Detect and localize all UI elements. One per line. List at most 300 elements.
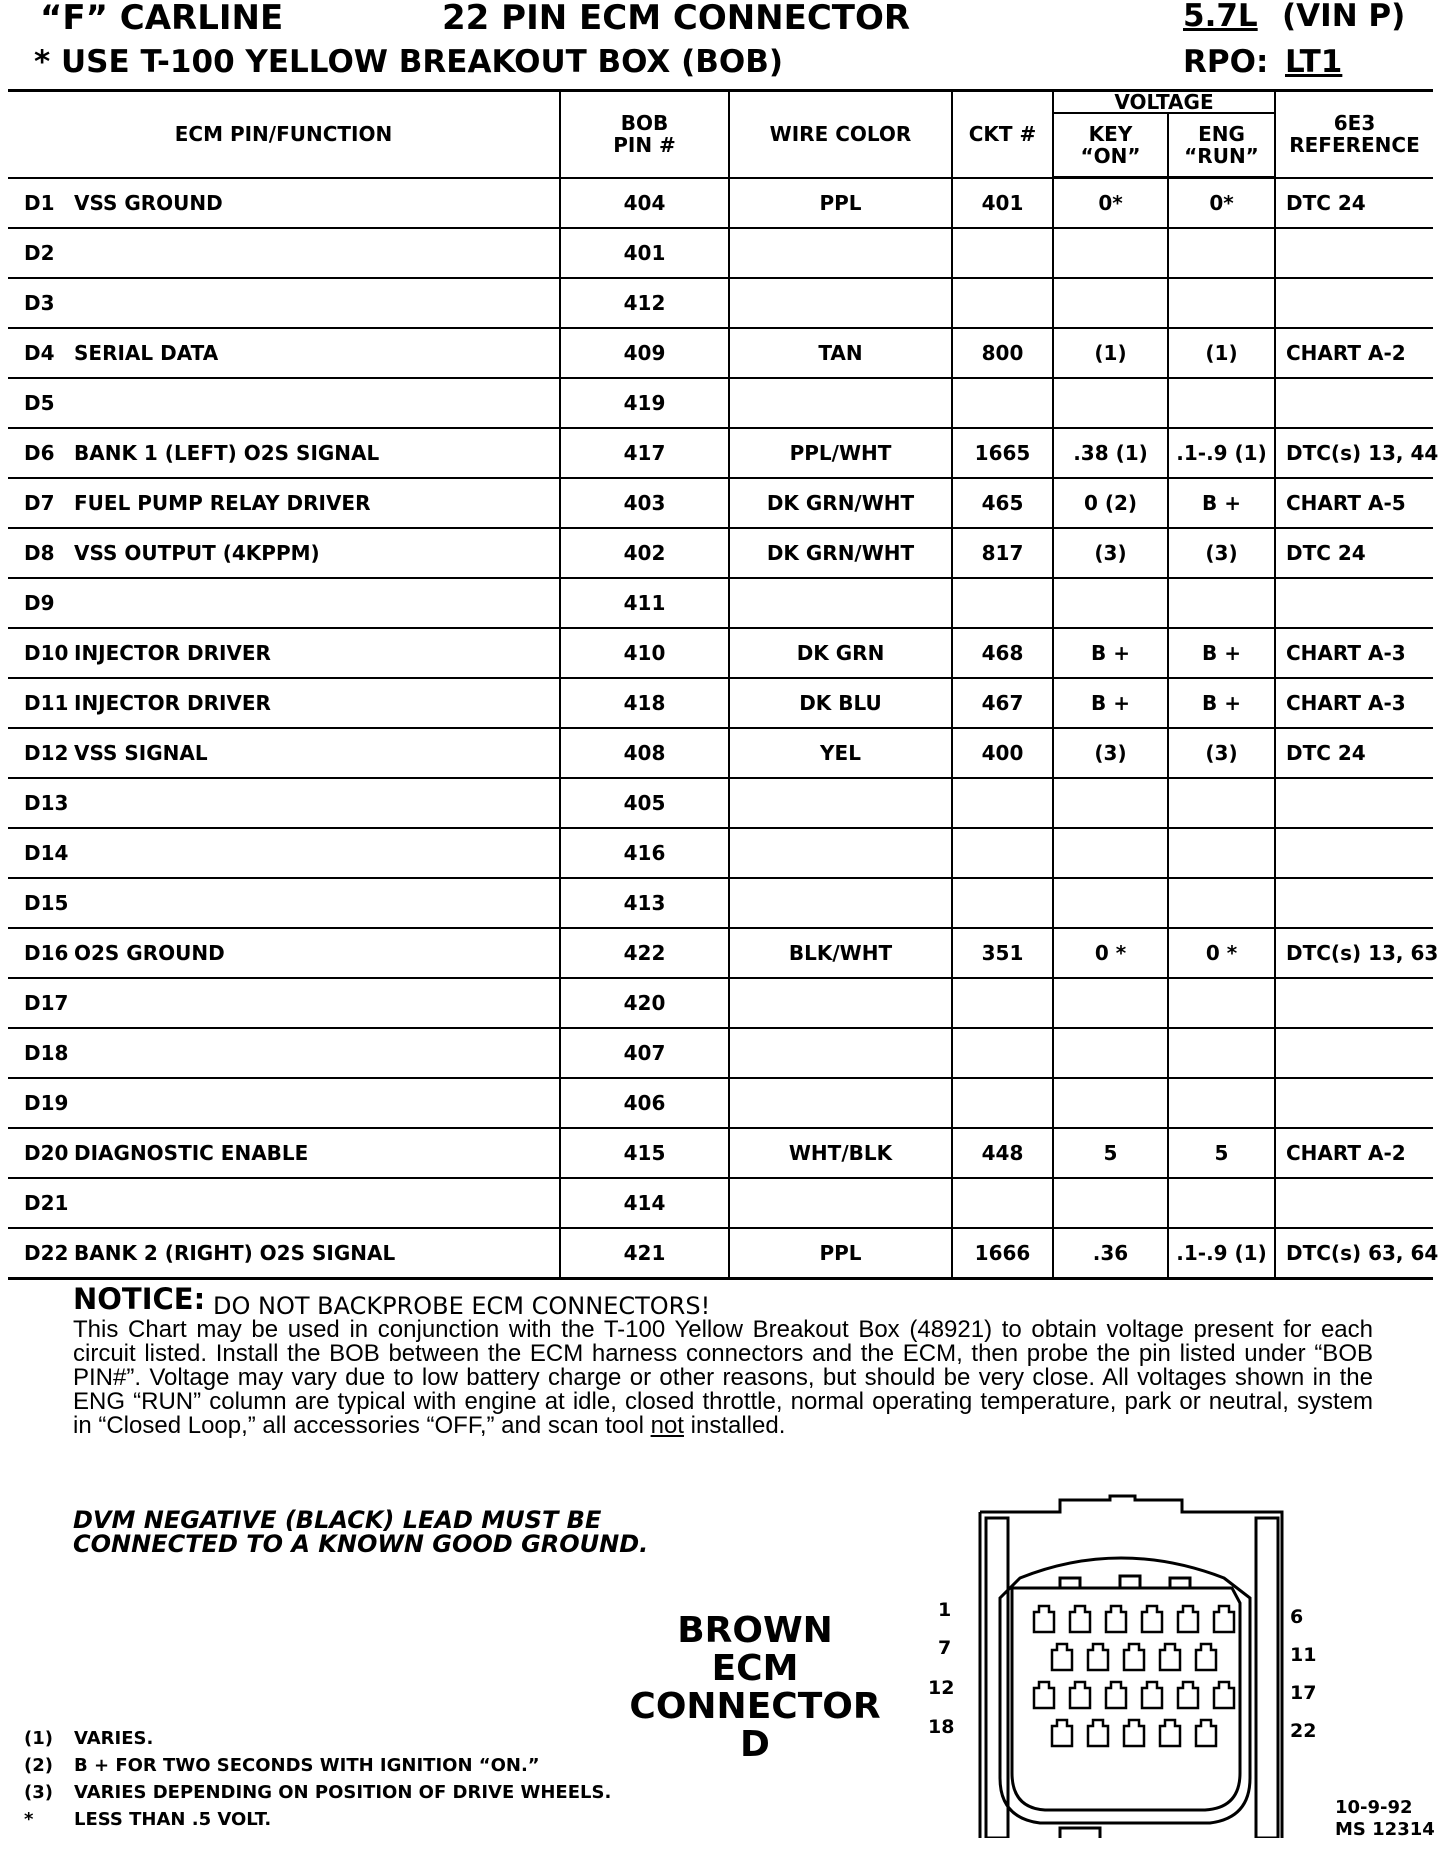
voltage-key-on bbox=[1053, 828, 1168, 878]
table-row bbox=[8, 778, 1433, 828]
table-row bbox=[8, 328, 1433, 378]
bob-pin: 412 bbox=[560, 278, 729, 328]
reference: DTC 24 bbox=[1275, 178, 1433, 229]
pin-function-cell bbox=[8, 728, 560, 778]
footnote-text: VARIES DEPENDING ON POSITION OF DRIVE WHEELS. bbox=[74, 1782, 612, 1803]
voltage-key-on: 0 * bbox=[1053, 928, 1168, 978]
pin-id: D10 bbox=[24, 641, 69, 665]
table-row bbox=[8, 678, 1433, 728]
bob-note: * USE T-100 YELLOW BREAKOUT BOX (BOB) bbox=[34, 44, 784, 80]
doc-code: MS 12314 bbox=[1335, 1819, 1435, 1840]
pin-id: D22 bbox=[24, 1241, 69, 1265]
connector-pin-9 bbox=[1124, 1644, 1144, 1670]
reference: DTC(s) 63, 64 bbox=[1275, 1228, 1433, 1279]
connector-pin-14 bbox=[1106, 1682, 1126, 1708]
pin-id: D21 bbox=[24, 1191, 69, 1215]
footnote bbox=[24, 1728, 611, 1755]
reference bbox=[1275, 228, 1433, 278]
voltage-eng-run bbox=[1168, 378, 1275, 428]
carline-title: “F” CARLINE bbox=[40, 0, 284, 38]
connector-pin-1 bbox=[1034, 1606, 1054, 1632]
pin-id: D14 bbox=[24, 841, 69, 865]
ref-header-line2: REFERENCE bbox=[1289, 133, 1420, 158]
connector-key-2 bbox=[1120, 1576, 1140, 1588]
table-row bbox=[8, 228, 1433, 278]
pin-id: D1 bbox=[24, 190, 55, 215]
bob-pin: 408 bbox=[560, 728, 729, 778]
pin-function-cell bbox=[8, 778, 560, 828]
bob-pin: 409 bbox=[560, 328, 729, 378]
wire-color bbox=[729, 1178, 952, 1228]
table-row bbox=[8, 1228, 1433, 1279]
col-header-key-on bbox=[1053, 113, 1168, 178]
circuit-number: 1666 bbox=[952, 1228, 1053, 1279]
reference: DTC 24 bbox=[1275, 528, 1433, 578]
footnote-key: (1) bbox=[24, 1728, 53, 1749]
key-on-header-line2: “ON” bbox=[1080, 144, 1141, 168]
bob-pin: 419 bbox=[560, 378, 729, 428]
voltage-eng-run bbox=[1168, 978, 1275, 1028]
wire-color: PPL bbox=[729, 1228, 952, 1279]
reference: DTC 24 bbox=[1275, 728, 1433, 778]
reference bbox=[1275, 1078, 1433, 1128]
pin-id: D3 bbox=[24, 291, 55, 315]
bob-pin: 410 bbox=[560, 628, 729, 678]
circuit-number bbox=[952, 378, 1053, 428]
wire-color: DK GRN/WHT bbox=[729, 478, 952, 528]
connector-pin-15 bbox=[1142, 1682, 1162, 1708]
pin-function-cell bbox=[8, 528, 560, 578]
voltage-key-on bbox=[1053, 1028, 1168, 1078]
pin-function-cell bbox=[8, 678, 560, 728]
footnote-text: LESS THAN .5 VOLT. bbox=[74, 1809, 272, 1830]
pin-id: D9 bbox=[24, 591, 55, 615]
bob-pin: 407 bbox=[560, 1028, 729, 1078]
wire-color bbox=[729, 978, 952, 1028]
voltage-eng-run bbox=[1168, 778, 1275, 828]
reference: CHART A-5 bbox=[1275, 478, 1433, 528]
voltage-key-on bbox=[1053, 278, 1168, 328]
wire-color bbox=[729, 278, 952, 328]
bob-pin: 415 bbox=[560, 1128, 729, 1178]
voltage-eng-run bbox=[1168, 1178, 1275, 1228]
pin-function: VSS GROUND bbox=[74, 190, 223, 215]
voltage-key-on bbox=[1053, 778, 1168, 828]
bob-pin: 417 bbox=[560, 428, 729, 478]
reference bbox=[1275, 378, 1433, 428]
circuit-number bbox=[952, 278, 1053, 328]
dvm-note-line2: CONNECTED TO A KNOWN GOOD GROUND. bbox=[73, 1530, 649, 1558]
connector-right-rail bbox=[1256, 1518, 1278, 1838]
pin-label-12: 12 bbox=[928, 1677, 955, 1699]
bob-pin: 413 bbox=[560, 878, 729, 928]
pin-id: D20 bbox=[24, 1141, 69, 1165]
reference bbox=[1275, 1028, 1433, 1078]
eng-run-header-line1: ENG bbox=[1198, 122, 1245, 146]
circuit-number: 351 bbox=[952, 928, 1053, 978]
table-row bbox=[8, 578, 1433, 628]
wire-color: DK BLU bbox=[729, 678, 952, 728]
voltage-key-on bbox=[1053, 378, 1168, 428]
pin-function: VSS SIGNAL bbox=[74, 741, 208, 765]
voltage-key-on: .36 bbox=[1053, 1228, 1168, 1279]
reference bbox=[1275, 778, 1433, 828]
circuit-number bbox=[952, 1078, 1053, 1128]
bob-pin: 403 bbox=[560, 478, 729, 528]
bob-pin: 405 bbox=[560, 778, 729, 828]
wire-color bbox=[729, 228, 952, 278]
wire-color: PPL/WHT bbox=[729, 428, 952, 478]
pin-id: D2 bbox=[24, 241, 55, 265]
footnote-text: VARIES. bbox=[74, 1728, 154, 1749]
table-row bbox=[8, 1178, 1433, 1228]
circuit-number: 468 bbox=[952, 628, 1053, 678]
footnotes bbox=[24, 1728, 611, 1836]
voltage-eng-run: 0 * bbox=[1168, 928, 1275, 978]
connector-pin-17 bbox=[1214, 1682, 1234, 1708]
voltage-eng-run: (3) bbox=[1168, 728, 1275, 778]
connector-label-ecm: ECM bbox=[711, 1648, 799, 1689]
pin-function-cell bbox=[8, 1128, 560, 1178]
pin-id: D16 bbox=[24, 941, 69, 965]
wire-color: DK GRN/WHT bbox=[729, 528, 952, 578]
pin-id: D4 bbox=[24, 341, 55, 365]
notice-body-emphasis: not bbox=[650, 1412, 684, 1439]
pin-function-cell bbox=[8, 578, 560, 628]
pin-label-17: 17 bbox=[1290, 1682, 1317, 1704]
reference: DTC(s) 13, 44 bbox=[1275, 428, 1433, 478]
reference bbox=[1275, 978, 1433, 1028]
pin-function-cell bbox=[8, 928, 560, 978]
notice-body-end: installed. bbox=[690, 1412, 786, 1439]
doc-info bbox=[1335, 1797, 1435, 1841]
reference: CHART A-2 bbox=[1275, 328, 1433, 378]
pin-function-cell bbox=[8, 328, 560, 378]
pin-function-cell bbox=[8, 1078, 560, 1128]
pin-function-cell bbox=[8, 828, 560, 878]
pin-function: INJECTOR DRIVER bbox=[74, 641, 271, 665]
pin-id: D7 bbox=[24, 491, 55, 515]
connector-latch bbox=[1060, 1828, 1100, 1838]
wire-color bbox=[729, 778, 952, 828]
wire-color: YEL bbox=[729, 728, 952, 778]
reference: CHART A-3 bbox=[1275, 678, 1433, 728]
doc-date: 10-9-92 bbox=[1335, 1797, 1413, 1818]
bob-pin: 422 bbox=[560, 928, 729, 978]
pin-function-cell bbox=[8, 878, 560, 928]
notice-title: NOTICE: bbox=[73, 1282, 206, 1316]
circuit-number bbox=[952, 828, 1053, 878]
pin-function-cell bbox=[8, 278, 560, 328]
connector-pin-20 bbox=[1124, 1720, 1144, 1746]
pin-label-7: 7 bbox=[938, 1637, 952, 1659]
bob-pin-header-line1: BOB bbox=[620, 111, 669, 136]
voltage-key-on bbox=[1053, 578, 1168, 628]
voltage-eng-run: 0* bbox=[1168, 178, 1275, 229]
bob-pin: 411 bbox=[560, 578, 729, 628]
voltage-eng-run: 5 bbox=[1168, 1128, 1275, 1178]
voltage-eng-run bbox=[1168, 228, 1275, 278]
rpo-value: LT1 bbox=[1285, 44, 1343, 80]
wire-color bbox=[729, 1028, 952, 1078]
table-row bbox=[8, 178, 1433, 229]
connector-label-id: CONNECTOR D bbox=[629, 1686, 881, 1765]
connector-pin-19 bbox=[1088, 1720, 1108, 1746]
circuit-number bbox=[952, 778, 1053, 828]
voltage-key-on: 0* bbox=[1053, 178, 1168, 229]
dvm-note bbox=[73, 1508, 648, 1556]
voltage-key-on bbox=[1053, 978, 1168, 1028]
vin-code: (VIN P) bbox=[1282, 0, 1406, 34]
circuit-number bbox=[952, 1178, 1053, 1228]
rpo-label: RPO: bbox=[1183, 44, 1269, 80]
reference: DTC(s) 13, 63 bbox=[1275, 928, 1433, 978]
bob-pin: 406 bbox=[560, 1078, 729, 1128]
bob-pin: 414 bbox=[560, 1178, 729, 1228]
connector-pin-8 bbox=[1088, 1644, 1108, 1670]
pin-id: D15 bbox=[24, 891, 69, 915]
footnote-key: (2) bbox=[24, 1755, 53, 1776]
voltage-key-on bbox=[1053, 878, 1168, 928]
pin-function: DIAGNOSTIC ENABLE bbox=[74, 1141, 309, 1165]
reference bbox=[1275, 278, 1433, 328]
circuit-number bbox=[952, 1028, 1053, 1078]
footnote bbox=[24, 1809, 611, 1836]
connector-pin-7 bbox=[1052, 1644, 1072, 1670]
footnote-text: B + FOR TWO SECONDS WITH IGNITION “ON.” bbox=[74, 1755, 540, 1776]
pin-function-cell bbox=[8, 428, 560, 478]
wire-color: DK GRN bbox=[729, 628, 952, 678]
wire-color bbox=[729, 878, 952, 928]
connector-pin-10 bbox=[1160, 1644, 1180, 1670]
connector-pin-5 bbox=[1178, 1606, 1198, 1632]
voltage-eng-run bbox=[1168, 278, 1275, 328]
table-row bbox=[8, 378, 1433, 428]
col-header-bob-pin bbox=[560, 91, 729, 178]
table-row bbox=[8, 478, 1433, 528]
voltage-key-on: B + bbox=[1053, 678, 1168, 728]
page-title: 22 PIN ECM CONNECTOR bbox=[442, 0, 911, 38]
pin-function-cell bbox=[8, 378, 560, 428]
wire-color bbox=[729, 578, 952, 628]
bob-pin: 404 bbox=[560, 178, 729, 229]
reference bbox=[1275, 1178, 1433, 1228]
col-header-function: ECM PIN/FUNCTION bbox=[8, 91, 560, 178]
footnote-key: (3) bbox=[24, 1782, 53, 1803]
table-row bbox=[8, 828, 1433, 878]
voltage-key-on: .38 (1) bbox=[1053, 428, 1168, 478]
pin-label-1: 1 bbox=[938, 1599, 952, 1621]
pin-id: D12 bbox=[24, 741, 69, 765]
wire-color: WHT/BLK bbox=[729, 1128, 952, 1178]
circuit-number: 401 bbox=[952, 178, 1053, 229]
connector-diagram bbox=[960, 1488, 1290, 1838]
voltage-key-on: 0 (2) bbox=[1053, 478, 1168, 528]
circuit-number bbox=[952, 878, 1053, 928]
voltage-key-on: 5 bbox=[1053, 1128, 1168, 1178]
table-row bbox=[8, 1078, 1433, 1128]
voltage-eng-run: B + bbox=[1168, 678, 1275, 728]
pin-id: D17 bbox=[24, 991, 69, 1015]
pin-label-6: 6 bbox=[1290, 1606, 1304, 1628]
bob-pin: 401 bbox=[560, 228, 729, 278]
table-row bbox=[8, 728, 1433, 778]
connector-outline-top bbox=[980, 1496, 1282, 1838]
footnote bbox=[24, 1755, 611, 1782]
reference bbox=[1275, 828, 1433, 878]
pin-table bbox=[8, 89, 1439, 1280]
voltage-eng-run bbox=[1168, 878, 1275, 928]
wire-color: BLK/WHT bbox=[729, 928, 952, 978]
voltage-eng-run bbox=[1168, 578, 1275, 628]
voltage-eng-run bbox=[1168, 1028, 1275, 1078]
connector-pin-22 bbox=[1196, 1720, 1216, 1746]
pin-function: BANK 1 (LEFT) O2S SIGNAL bbox=[74, 441, 380, 465]
pin-function-cell bbox=[8, 978, 560, 1028]
pin-function-cell bbox=[8, 1178, 560, 1228]
pin-id: D11 bbox=[24, 691, 69, 715]
col-header-wire-color: WIRE COLOR bbox=[729, 91, 952, 178]
pin-id: D8 bbox=[24, 541, 55, 565]
voltage-key-on: (1) bbox=[1053, 328, 1168, 378]
bob-pin: 420 bbox=[560, 978, 729, 1028]
col-header-eng-run bbox=[1168, 113, 1275, 178]
table-row bbox=[8, 1128, 1433, 1178]
circuit-number: 465 bbox=[952, 478, 1053, 528]
dvm-note-line1: DVM NEGATIVE (BLACK) LEAD MUST BE bbox=[73, 1506, 602, 1534]
connector-pin-6 bbox=[1214, 1606, 1234, 1632]
notice-body-text: This Chart may be used in conjunction with the T-100 Yellow Breakout Box (48921) to obtain voltage present for each circuit listed. Install the BOB between the ECM harness connectors and the ECM, then probe the pin listed under “BOB PIN#”. Voltage may vary due to low battery charge or other reasons, but should be very close. All voltages shown in the ENG “RUN” column are typical with engine at idle, closed throttle, normal operating temperature, park or neutral, system in “Closed Loop,” all accessories “OFF,” and scan tool bbox=[73, 1316, 1373, 1439]
circuit-number: 1665 bbox=[952, 428, 1053, 478]
key-on-header-line1: KEY bbox=[1088, 122, 1133, 146]
ref-header-line1: 6E3 bbox=[1333, 111, 1376, 136]
bob-pin-header-line2: PIN # bbox=[613, 133, 676, 158]
pin-function-cell bbox=[8, 478, 560, 528]
connector-pin-4 bbox=[1142, 1606, 1162, 1632]
connector-label bbox=[620, 1612, 890, 1764]
table-row bbox=[8, 878, 1433, 928]
footnote bbox=[24, 1782, 611, 1809]
circuit-number bbox=[952, 578, 1053, 628]
connector-pin-3 bbox=[1106, 1606, 1126, 1632]
table-row bbox=[8, 278, 1433, 328]
voltage-key-on: (3) bbox=[1053, 728, 1168, 778]
voltage-eng-run: B + bbox=[1168, 478, 1275, 528]
voltage-eng-run: (1) bbox=[1168, 328, 1275, 378]
pin-id: D18 bbox=[24, 1041, 69, 1065]
circuit-number: 400 bbox=[952, 728, 1053, 778]
eng-run-header-line2: “RUN” bbox=[1184, 144, 1259, 168]
connector-left-rail bbox=[986, 1518, 1008, 1838]
table-row bbox=[8, 528, 1433, 578]
notice-body bbox=[73, 1318, 1373, 1438]
circuit-number: 800 bbox=[952, 328, 1053, 378]
voltage-eng-run: B + bbox=[1168, 628, 1275, 678]
col-header-voltage: VOLTAGE bbox=[1053, 91, 1275, 114]
bob-pin: 421 bbox=[560, 1228, 729, 1279]
bob-pin: 418 bbox=[560, 678, 729, 728]
col-header-reference bbox=[1275, 91, 1433, 178]
connector-pin-2 bbox=[1070, 1606, 1090, 1632]
pin-function: FUEL PUMP RELAY DRIVER bbox=[74, 491, 371, 515]
wire-color bbox=[729, 378, 952, 428]
connector-pin-12 bbox=[1034, 1682, 1054, 1708]
circuit-number: 448 bbox=[952, 1128, 1053, 1178]
voltage-eng-run: (3) bbox=[1168, 528, 1275, 578]
connector-pin-18 bbox=[1052, 1720, 1072, 1746]
reference: CHART A-3 bbox=[1275, 628, 1433, 678]
bob-pin: 402 bbox=[560, 528, 729, 578]
pin-function-cell bbox=[8, 628, 560, 678]
pin-function: INJECTOR DRIVER bbox=[74, 691, 271, 715]
table-row bbox=[8, 1028, 1433, 1078]
voltage-eng-run bbox=[1168, 828, 1275, 878]
wire-color: PPL bbox=[729, 178, 952, 229]
engine-size: 5.7L bbox=[1183, 0, 1258, 34]
wire-color bbox=[729, 828, 952, 878]
pin-id: D13 bbox=[24, 791, 69, 815]
pin-label-22: 22 bbox=[1290, 1720, 1317, 1742]
connector-pin-16 bbox=[1178, 1682, 1198, 1708]
voltage-key-on: B + bbox=[1053, 628, 1168, 678]
pin-function-cell bbox=[8, 1228, 560, 1279]
table-row bbox=[8, 928, 1433, 978]
pin-id: D19 bbox=[24, 1091, 69, 1115]
pin-function-cell bbox=[8, 1028, 560, 1078]
pin-label-11: 11 bbox=[1290, 1644, 1317, 1666]
pin-label-18: 18 bbox=[928, 1716, 955, 1738]
voltage-eng-run: .1-.9 (1) bbox=[1168, 1228, 1275, 1279]
voltage-key-on: (3) bbox=[1053, 528, 1168, 578]
pin-id: D5 bbox=[24, 391, 55, 415]
connector-pin-21 bbox=[1160, 1720, 1180, 1746]
pin-function: O2S GROUND bbox=[74, 941, 225, 965]
col-header-ckt: CKT # bbox=[952, 91, 1053, 178]
reference: CHART A-2 bbox=[1275, 1128, 1433, 1178]
wire-color: TAN bbox=[729, 328, 952, 378]
notice-warning: DO NOT BACKPROBE ECM CONNECTORS! bbox=[213, 1292, 711, 1320]
voltage-eng-run bbox=[1168, 1078, 1275, 1128]
connector-pin-11 bbox=[1196, 1644, 1216, 1670]
voltage-eng-run: .1-.9 (1) bbox=[1168, 428, 1275, 478]
reference bbox=[1275, 878, 1433, 928]
table-row bbox=[8, 428, 1433, 478]
pin-function: VSS OUTPUT (4KPPM) bbox=[74, 541, 320, 565]
table-row bbox=[8, 628, 1433, 678]
circuit-number: 467 bbox=[952, 678, 1053, 728]
pin-function: BANK 2 (RIGHT) O2S SIGNAL bbox=[74, 1241, 396, 1265]
circuit-number bbox=[952, 978, 1053, 1028]
connector-pin-13 bbox=[1070, 1682, 1090, 1708]
connector-housing bbox=[980, 1496, 1282, 1838]
pin-function: SERIAL DATA bbox=[74, 341, 219, 365]
connector-pin-grid bbox=[1034, 1606, 1234, 1746]
voltage-key-on bbox=[1053, 1078, 1168, 1128]
pin-id: D6 bbox=[24, 441, 55, 465]
wire-color bbox=[729, 1078, 952, 1128]
pin-function-cell bbox=[8, 178, 560, 229]
circuit-number bbox=[952, 228, 1053, 278]
table-row bbox=[8, 978, 1433, 1028]
footnote-key: * bbox=[24, 1809, 34, 1830]
voltage-key-on bbox=[1053, 1178, 1168, 1228]
pin-function-cell bbox=[8, 228, 560, 278]
circuit-number: 817 bbox=[952, 528, 1053, 578]
voltage-key-on bbox=[1053, 228, 1168, 278]
reference bbox=[1275, 578, 1433, 628]
bob-pin: 416 bbox=[560, 828, 729, 878]
connector-label-color: BROWN bbox=[677, 1610, 833, 1651]
